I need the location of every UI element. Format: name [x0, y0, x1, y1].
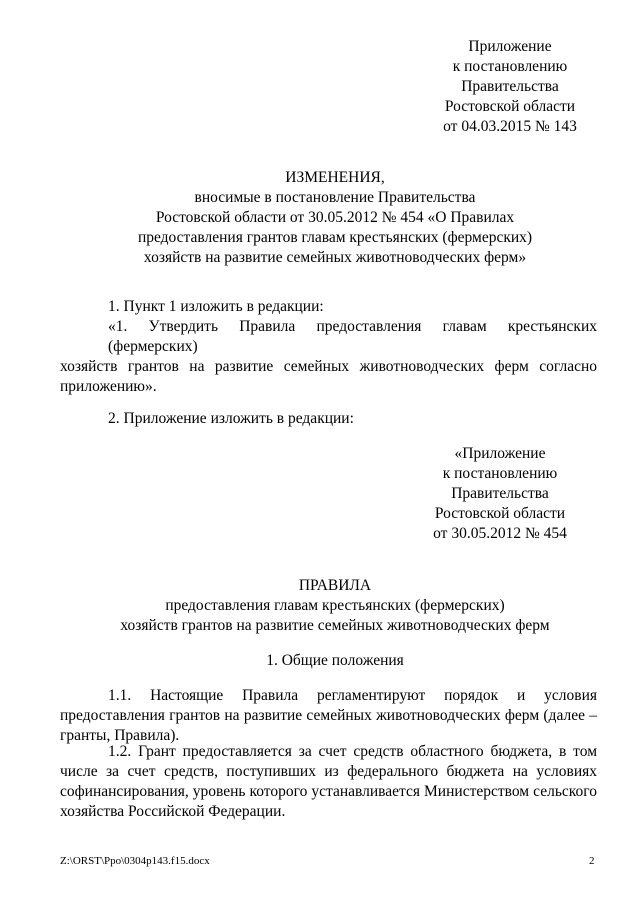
item-1-body	[60, 317, 597, 397]
changes-title: ИЗМЕНЕНИЯ,	[285, 169, 385, 186]
rules-title: ПРАВИЛА	[298, 577, 372, 594]
appendix-mid-line: «Приложение	[454, 445, 546, 462]
rules-subtitle-line: предоставления главам крестьянских (фермерских)	[165, 597, 505, 614]
appendix-top-block	[410, 37, 610, 137]
footer-page-number: 2	[589, 855, 595, 867]
paragraph-line: хозяйства Российской Федерации.	[60, 803, 286, 820]
appendix-top-line: Ростовской области	[444, 98, 576, 115]
section-1-title: 1. Общие положения	[266, 652, 404, 669]
item-2-heading: 2. Приложение изложить в редакции:	[108, 410, 354, 427]
paragraph-line: 1.1. Настоящие Правила регламентируют порядок и условия	[108, 687, 597, 704]
appendix-mid-line: от 30.05.2012 № 454	[433, 525, 567, 542]
paragraph-line: софинансирования, уровень которого устанавливается Министерством сельского	[60, 783, 597, 800]
paragraph-line: числе за счет средств, поступивших из федерального бюджета на условиях	[60, 763, 597, 780]
paragraph-1-2	[60, 742, 597, 822]
appendix-top-line: Правительства	[461, 78, 559, 95]
footer-file-path: Z:\ORST\Ppo\0304p143.f15.docx	[60, 855, 210, 867]
appendix-mid-line: к постановлению	[442, 465, 558, 482]
changes-subtitle-line: предоставления грантов главам крестьянских (фермерских)	[137, 229, 533, 246]
changes-heading	[60, 168, 610, 268]
item-1-line: приложению».	[60, 378, 157, 395]
appendix-top-line: к постановлению	[452, 58, 568, 75]
rules-subtitle-line: хозяйств грантов на развитие семейных животноводческих ферм	[120, 617, 550, 634]
item-1-heading: 1. Пункт 1 изложить в редакции:	[108, 298, 324, 315]
paragraph-1-1	[60, 686, 597, 746]
appendix-mid-block	[400, 444, 600, 544]
changes-subtitle-line: вносимые в постановление Правительства	[194, 189, 476, 206]
appendix-top-line: от 04.03.2015 № 143	[443, 118, 577, 135]
changes-subtitle-line: хозяйств на развитие семейных животноводческих ферм»	[143, 249, 527, 266]
paragraph-line: предоставления грантов на развитие семейных животноводческих ферм (далее –	[60, 707, 597, 724]
changes-subtitle-line: Ростовской области от 30.05.2012 № 454 «О Правилах	[155, 209, 515, 226]
appendix-mid-line: Ростовской области	[434, 505, 566, 522]
item-1-line: хозяйств грантов на развитие семейных животноводческих ферм согласно	[60, 358, 597, 375]
appendix-top-line: Приложение	[468, 38, 552, 55]
item-1-line: «1. Утвердить Правила предоставления главам крестьянских (фермерских)	[108, 318, 597, 355]
paragraph-line: гранты, Правила).	[60, 727, 180, 744]
paragraph-line: 1.2. Грант предоставляется за счет средств областного бюджета, в том	[108, 743, 597, 760]
rules-heading	[60, 576, 610, 636]
appendix-mid-line: Правительства	[451, 485, 549, 502]
